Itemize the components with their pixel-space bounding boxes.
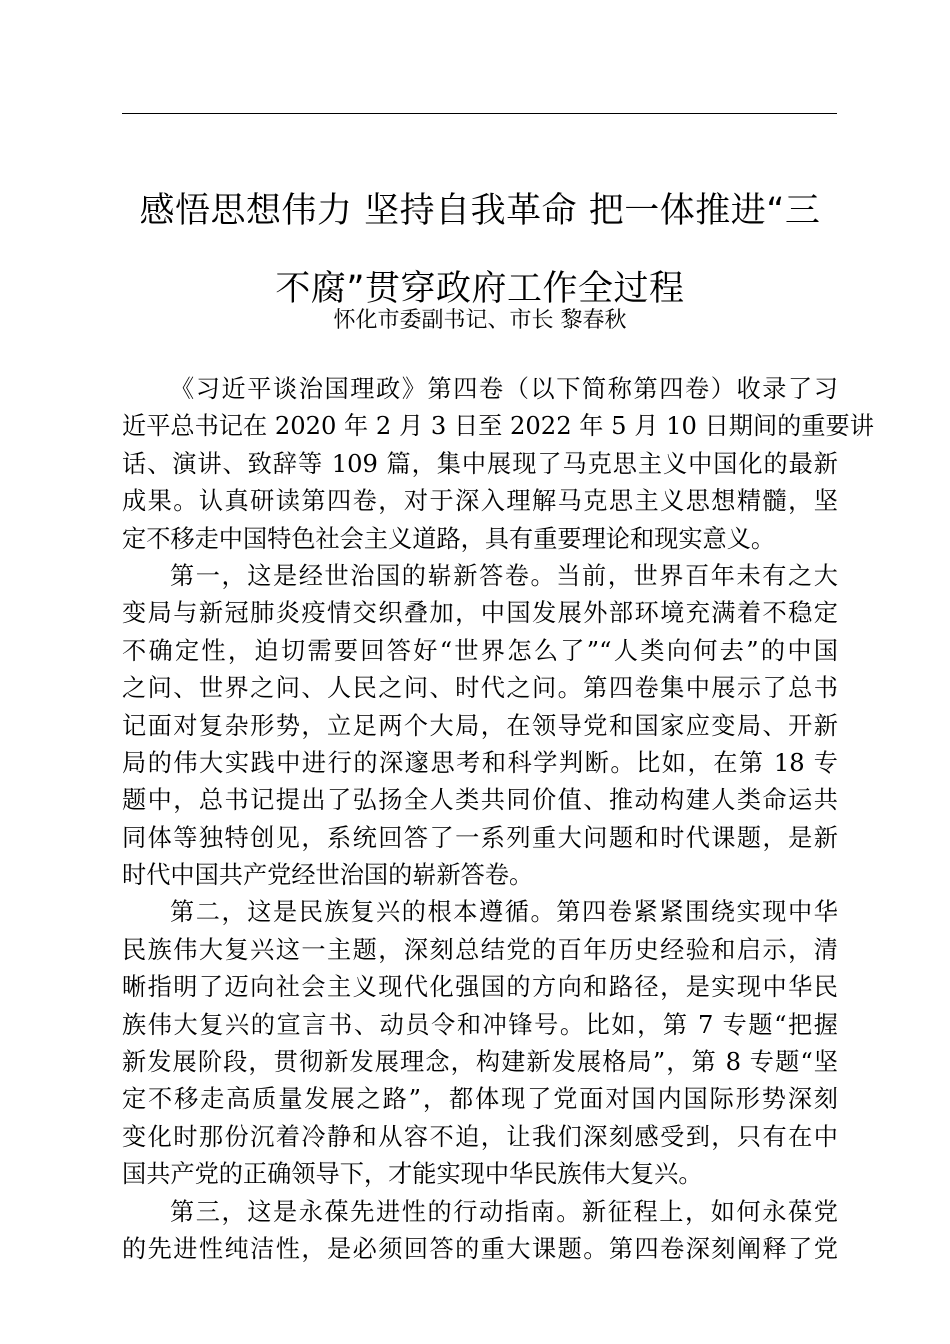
title-line-2: 不腐”贯穿政府工作全过程 (275, 269, 685, 309)
author-byline: 怀化市委副书记、市长 黎春秋 (333, 308, 627, 333)
paragraph-line: 变化时那份沉着冷静和从容不迫，让我们深刻感受到，只有在中 (122, 1122, 838, 1151)
paragraph-line: 题中，总书记提出了弘扬全人类共同价值、推动构建人类命运共 (122, 786, 838, 815)
paragraph-line: 成果。认真研读第四卷，对于深入理解马克思主义思想精髓，坚 (122, 487, 838, 516)
document-body (122, 371, 874, 1268)
paragraph-line: 《习近平谈治国理政》第四卷（以下简称第四卷）收录了习 (170, 375, 838, 403)
paragraph-line: 新发展阶段，贯彻新发展理念，构建新发展格局”，第 8 专题“坚 (122, 1048, 838, 1077)
paragraph-line: 之问、世界之问、人民之问、时代之问。第四卷集中展示了总书 (122, 674, 838, 703)
paragraph-line: 不确定性，迫切需要回答好“世界怎么了”“人类向何去”的中国 (122, 636, 838, 665)
paragraph-line: 局的伟大实践中进行的深邃思考和科学判断。比如，在第 18 专 (122, 748, 838, 777)
paragraph-line: 时代中国共产党经世治国的崭新答卷。 (122, 861, 534, 890)
paragraph-line: 晰指明了迈向社会主义现代化强国的方向和路径，是实现中华民 (122, 973, 838, 1002)
paragraph-second (122, 894, 838, 1193)
paragraph-line: 变局与新冠肺炎疫情交织叠加，中国发展外部环境充满着不稳定 (122, 599, 838, 628)
paragraph-line: 第三，这是永葆先进性的行动指南。新征程上，如何永葆党 (170, 1197, 838, 1226)
paragraph-first (122, 558, 838, 895)
paragraph-line: 的先进性纯洁性，是必须回答的重大课题。第四卷深刻阐释了党 (122, 1234, 838, 1263)
paragraph-intro (122, 371, 874, 558)
title-line-1: 感悟思想伟力 坚持自我革命 把一体推进“三 (139, 191, 821, 231)
paragraph-line: 近平总书记在 2020 年 2 月 3 日至 2022 年 5 月 10 日期间的重要讲 (122, 412, 874, 441)
paragraph-line: 话、演讲、致辞等 109 篇，集中展现了马克思主义中国化的最新 (122, 449, 838, 478)
paragraph-line: 记面对复杂形势，立足两个大局，在领导党和国家应变局、开新 (122, 711, 838, 740)
header-rule (122, 113, 837, 114)
paragraph-line: 同体等独特创见，系统回答了一系列重大问题和时代课题，是新 (122, 823, 838, 852)
paragraph-line: 第二，这是民族复兴的根本遵循。第四卷紧紧围绕实现中华 (170, 898, 838, 927)
paragraph-line: 国共产党的正确领导下，才能实现中华民族伟大复兴。 (122, 1160, 703, 1189)
paragraph-line: 民族伟大复兴这一主题，深刻总结党的百年历史经验和启示，清 (122, 935, 838, 964)
paragraph-third (122, 1194, 838, 1269)
paragraph-line: 定不移走高质量发展之路”，都体现了党面对国内国际形势深刻 (122, 1085, 838, 1114)
paragraph-line: 定不移走中国特色社会主义道路，具有重要理论和现实意义。 (122, 524, 776, 553)
paragraph-line: 族伟大复兴的宣言书、动员令和冲锋号。比如，第 7 专题“把握 (122, 1010, 838, 1039)
paragraph-line: 第一，这是经世治国的崭新答卷。当前，世界百年未有之大 (170, 561, 838, 590)
